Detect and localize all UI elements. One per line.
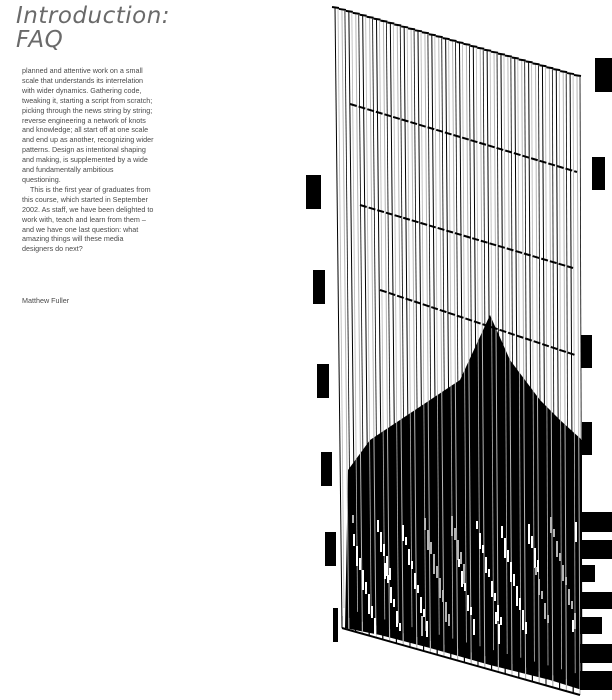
title-line-2: FAQ	[16, 27, 64, 53]
generative-line-figure	[290, 0, 612, 700]
body-text	[22, 66, 154, 254]
figure-canvas	[290, 0, 612, 700]
author-signature: Matthew Fuller	[22, 296, 70, 305]
title-line-1: Introduction:	[16, 3, 171, 29]
page-title	[16, 4, 170, 52]
paragraph-2: This is the first year of graduates from this course, which started in September 2002. As staff, we have been delighted to work with, teach and learn from them – and we have one last question: what amazing things will these media designers do next?	[22, 184, 154, 254]
paragraph-1: planned and attentive work on a small scale that understands its interrelation with wider dynamics. Gathering code, tweaking it, starting a script from scratch; picking through the news string by string; reverse engineering a network of knots and knowledge; all start off at one scale and end up as another, recognizing wider patterns. Design as intentional shaping and making, is supplemented by a wide and fundamentally ambitious questioning.	[22, 66, 154, 184]
